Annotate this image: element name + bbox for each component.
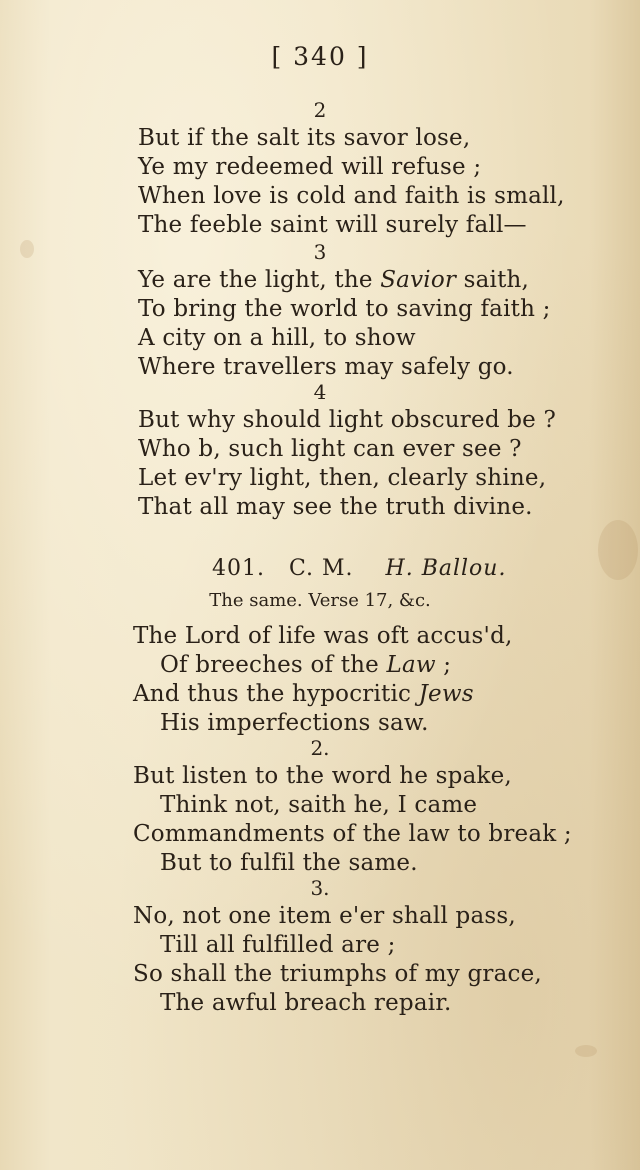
verse-line: When love is cold and faith is small, xyxy=(138,183,565,209)
verse-line: Of breeches of the Law ; xyxy=(160,652,452,678)
verse-line: Commandments of the law to break ; xyxy=(133,821,572,847)
verse-line: Till all fulfilled are ; xyxy=(160,932,396,958)
verse-line: But if the salt its savor lose, xyxy=(138,125,471,151)
verse-line: No, not one item e'er shall pass, xyxy=(133,903,516,929)
verse-line: A city on a hill, to show xyxy=(138,325,416,351)
hymn-meter: C. M. xyxy=(288,556,354,581)
hymn-author: H. Ballou. xyxy=(385,556,507,581)
verse-line: But why should light obscured be ? xyxy=(138,407,557,433)
hymn-subtitle: The same. Verse 17, &c. xyxy=(209,590,431,611)
verse-line: But to fulfil the same. xyxy=(160,850,418,876)
verse-number: 3 xyxy=(313,240,327,264)
verse-line: That all may see the truth divine. xyxy=(138,494,533,520)
paper-stain xyxy=(598,520,638,580)
verse-number: 3. xyxy=(310,876,330,900)
verse-line: The awful breach repair. xyxy=(160,990,452,1016)
verse-line: Ye are the light, the Savior saith, xyxy=(138,267,530,293)
hymn-number: 401. xyxy=(212,556,265,581)
verse-line: The Lord of life was oft accus'd, xyxy=(133,623,513,649)
verse-line: But listen to the word he spake, xyxy=(133,763,512,789)
verse-line: To bring the world to saving faith ; xyxy=(138,296,551,322)
page-number: [ 340 ] xyxy=(271,42,369,71)
paper-stain xyxy=(575,1045,597,1057)
verse-line: Ye my redeemed will refuse ; xyxy=(138,154,482,180)
verse-line: And thus the hypocritic Jews xyxy=(133,681,474,707)
verse-number: 2. xyxy=(310,736,330,760)
verse-line: So shall the triumphs of my grace, xyxy=(133,961,542,987)
verse-line: Who b, such light can ever see ? xyxy=(138,436,522,462)
verse-line: Let ev'ry light, then, clearly shine, xyxy=(138,465,547,491)
verse-line: Think not, saith he, I came xyxy=(160,792,478,818)
verse-line: His imperfections saw. xyxy=(160,710,429,736)
verse-number: 4 xyxy=(313,380,327,404)
verse-line: The feeble saint will surely fall— xyxy=(138,212,527,238)
verse-line: Where travellers may safely go. xyxy=(138,354,514,380)
hymn-heading xyxy=(212,556,506,581)
verse-number: 2 xyxy=(313,98,327,122)
